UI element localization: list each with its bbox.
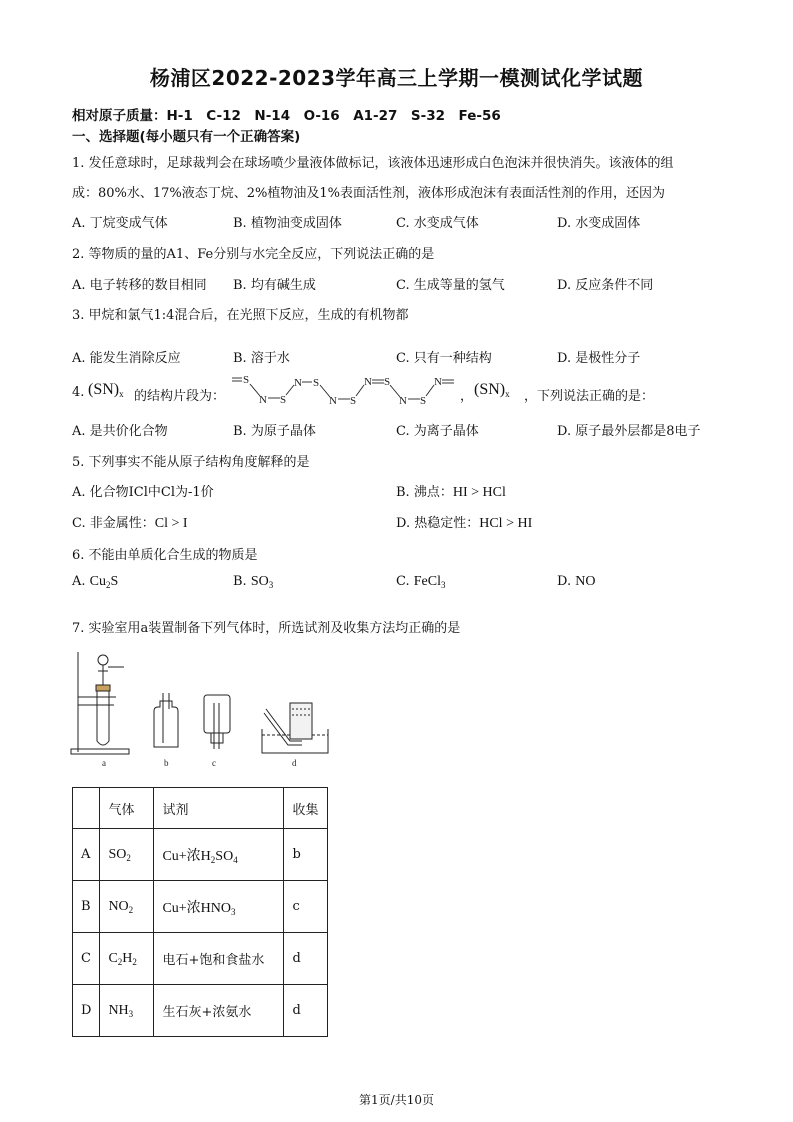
chain-atom-s4: S bbox=[350, 395, 357, 407]
q1-option-a[interactable]: A. 丁烷变成气体 bbox=[72, 216, 168, 231]
gas-part1: NO bbox=[108, 898, 129, 914]
chain-atom-s6: S bbox=[420, 395, 427, 407]
q4-sn-formula bbox=[88, 381, 124, 399]
q6-d-label: D. bbox=[557, 574, 572, 589]
chain-atom-n2: N bbox=[294, 377, 302, 389]
chain-atom-n3: N bbox=[329, 395, 337, 407]
q6-a-label: A. bbox=[72, 574, 86, 589]
apparatus-c-icon bbox=[204, 695, 230, 749]
row-reagent bbox=[154, 829, 284, 881]
page-title: 杨浦区2022-2023学年高三上学期一模测试化学试题 bbox=[149, 66, 644, 90]
row-gas bbox=[100, 985, 154, 1037]
q2-option-a[interactable]: A. 电子转移的数目相同 bbox=[72, 278, 207, 293]
q3-option-c[interactable]: C. 只有一种结构 bbox=[396, 351, 492, 366]
chain-atom-s5: S bbox=[384, 376, 391, 388]
row-reagent bbox=[154, 881, 284, 933]
q4-option-c[interactable]: C. 为离子晶体 bbox=[396, 424, 479, 439]
q7-table bbox=[72, 787, 328, 1037]
q7-stem: 7. 实验室用a装置制备下列气体时，所选试剂及收集方法均正确的是 bbox=[72, 621, 461, 636]
header-gas: 气体 bbox=[100, 788, 154, 829]
q5-option-a[interactable]: A. 化合物ICl中Cl为-1价 bbox=[72, 485, 214, 500]
gas-sub: 2 bbox=[128, 904, 134, 915]
q6-b-part1: SO bbox=[250, 574, 269, 589]
reagent-part1: Cu+浓HNO bbox=[162, 900, 232, 916]
q5-option-b[interactable] bbox=[396, 481, 506, 501]
q4-option-d[interactable]: D. 原子最外层都是8电子 bbox=[557, 424, 701, 439]
q5-option-c-formula: Cl > I bbox=[154, 516, 188, 531]
q3-option-a[interactable]: A. 能发生消除反应 bbox=[72, 351, 181, 366]
apparatus-figure bbox=[66, 645, 336, 770]
q5-option-d-formula: HCl > HI bbox=[479, 516, 533, 531]
q2-option-c[interactable]: C. 生成等量的氢气 bbox=[396, 278, 505, 293]
row-label: A bbox=[73, 829, 100, 881]
q4-number: 4. bbox=[72, 385, 85, 400]
row-collect: c bbox=[284, 881, 328, 933]
q4-mid-text: 的结构片段为： bbox=[134, 389, 226, 404]
q1-option-d[interactable]: D. 水变成固体 bbox=[557, 216, 641, 231]
q6-stem: 6. 不能由单质化合生成的物质是 bbox=[72, 548, 258, 563]
atomic-masses: 相对原子质量：H-1 C-12 N-14 O-16 A1-27 S-32 Fe-56 bbox=[72, 108, 501, 124]
reagent-sub2: 4 bbox=[233, 854, 238, 865]
chain-atom-n4: N bbox=[364, 376, 372, 388]
reagent-part1: Cu+浓H bbox=[162, 848, 211, 864]
q5-option-c-label: C. 非金属性： bbox=[72, 516, 155, 531]
apparatus-a-icon bbox=[71, 652, 129, 754]
apparatus-d-icon bbox=[262, 703, 328, 753]
q3-option-b[interactable]: B. 溶于水 bbox=[233, 351, 290, 366]
row-label: D bbox=[73, 985, 100, 1037]
gas-sub: 3 bbox=[128, 1008, 134, 1019]
apparatus-label-c: c bbox=[212, 758, 216, 768]
q6-d-formula: NO bbox=[575, 574, 596, 589]
table-row[interactable] bbox=[73, 881, 328, 933]
q2-stem: 2. 等物质的量的A1、Fe分别与水完全反应，下列说法正确的是 bbox=[72, 247, 435, 262]
header-collect: 收集 bbox=[284, 788, 328, 829]
row-label: B bbox=[73, 881, 100, 933]
reagent-part2: SO bbox=[215, 848, 234, 864]
q4-sn-formula-2 bbox=[474, 381, 510, 399]
q4-sn-sub: x bbox=[119, 389, 124, 399]
table-row[interactable] bbox=[73, 829, 328, 881]
chain-atom-n5: N bbox=[399, 395, 407, 407]
gas-sub: 2 bbox=[126, 852, 131, 863]
apparatus-b-icon bbox=[154, 693, 178, 747]
row-reagent: 电石+饱和食盐水 bbox=[154, 933, 284, 985]
q6-option-c[interactable] bbox=[396, 574, 446, 590]
sn-chain-structure bbox=[228, 374, 468, 410]
apparatus-label-a: a bbox=[102, 758, 106, 768]
q6-c-part1: FeCl bbox=[413, 574, 441, 589]
table-row[interactable] bbox=[73, 933, 328, 985]
q6-c-sub: 3 bbox=[441, 580, 446, 590]
row-gas bbox=[100, 829, 154, 881]
q1-option-c[interactable]: C. 水变成气体 bbox=[396, 216, 479, 231]
q3-stem: 3. 甲烷和氯气1:4混合后，在光照下反应，生成的有机物都 bbox=[72, 308, 409, 323]
q5-option-b-label: B. 沸点： bbox=[396, 485, 453, 500]
row-reagent: 生石灰+浓氨水 bbox=[154, 985, 284, 1037]
table-header-row bbox=[73, 788, 328, 829]
q4-tail-text: ，下列说法正确的是： bbox=[524, 389, 655, 404]
q6-a-part1: Cu bbox=[89, 574, 107, 589]
gas-part1: C bbox=[108, 950, 118, 966]
q6-option-a[interactable] bbox=[72, 574, 118, 590]
apparatus-label-d: d bbox=[292, 758, 297, 768]
q6-b-sub: 3 bbox=[268, 580, 274, 590]
apparatus-label-b: b bbox=[164, 758, 169, 768]
q3-option-d[interactable]: D. 是极性分子 bbox=[557, 351, 641, 366]
q6-c-formula bbox=[414, 574, 446, 589]
page-footer: 第1页/共10页 bbox=[359, 1093, 434, 1107]
q5-option-b-formula: HI > HCl bbox=[452, 485, 506, 500]
header-reagent: 试剂 bbox=[154, 788, 284, 829]
q4-sn-sub-2: x bbox=[505, 389, 510, 399]
q2-option-d[interactable]: D. 反应条件不同 bbox=[557, 278, 654, 293]
chain-atom-n1: N bbox=[259, 394, 267, 406]
q4-comma: ， bbox=[460, 389, 474, 404]
q5-stem: 5. 下列事实不能从原子结构角度解释的是 bbox=[72, 455, 310, 470]
q5-option-d[interactable] bbox=[396, 512, 532, 532]
q4-option-b[interactable]: B. 为原子晶体 bbox=[233, 424, 316, 439]
reagent-sub: 3 bbox=[231, 906, 236, 917]
q1-stem-line1: 1. 发任意球时，足球裁判会在球场喷少量液体做标记，该液体迅速形成白色泡沫并很快消失。该液体的组 bbox=[72, 156, 674, 171]
q6-option-d[interactable] bbox=[557, 574, 595, 590]
row-collect: d bbox=[284, 985, 328, 1037]
q6-a-formula bbox=[90, 574, 119, 589]
gas-part2: H bbox=[122, 950, 133, 966]
gas-sub2: 2 bbox=[132, 956, 137, 967]
q6-a-sub: 2 bbox=[106, 580, 111, 590]
chain-atom-s2: S bbox=[280, 394, 287, 406]
chain-atom-s3: S bbox=[313, 377, 320, 389]
q4-sn-text-2: (SN) bbox=[474, 381, 506, 398]
q6-b-label: B. bbox=[233, 574, 247, 589]
chain-atom-n6: N bbox=[434, 376, 442, 388]
gas-part1: NH bbox=[108, 1002, 129, 1018]
q6-a-part2: S bbox=[110, 574, 119, 589]
row-gas bbox=[100, 881, 154, 933]
q1-option-b[interactable]: B. 植物油变成固体 bbox=[233, 216, 342, 231]
gas-part1: SO bbox=[108, 846, 127, 862]
row-gas bbox=[100, 933, 154, 985]
q6-option-b[interactable] bbox=[233, 574, 273, 590]
q5-option-c[interactable] bbox=[72, 512, 188, 532]
header-empty bbox=[73, 788, 100, 829]
q4-sn-text: (SN) bbox=[88, 381, 120, 398]
table-row[interactable] bbox=[73, 985, 328, 1037]
reagent-sub: 2 bbox=[210, 854, 216, 865]
q6-b-formula bbox=[251, 574, 273, 589]
chain-atom-s1: S bbox=[243, 374, 250, 386]
q4-option-a[interactable]: A. 是共价化合物 bbox=[72, 424, 168, 439]
q6-c-label: C. bbox=[396, 574, 410, 589]
row-collect: b bbox=[284, 829, 328, 881]
row-label: C bbox=[73, 933, 100, 985]
row-collect: d bbox=[284, 933, 328, 985]
q2-option-b[interactable]: B. 均有碱生成 bbox=[233, 278, 316, 293]
gas-sub: 2 bbox=[117, 956, 123, 967]
q1-stem-line2: 成：80%水、17%液态丁烷、2%植物油及1%表面活性剂，液体形成泡沫有表面活性剂的作用，还因为 bbox=[72, 186, 666, 201]
section-heading: 一、选择题(每小题只有一个正确答案) bbox=[72, 129, 301, 145]
q5-option-d-label: D. 热稳定性： bbox=[396, 516, 480, 531]
